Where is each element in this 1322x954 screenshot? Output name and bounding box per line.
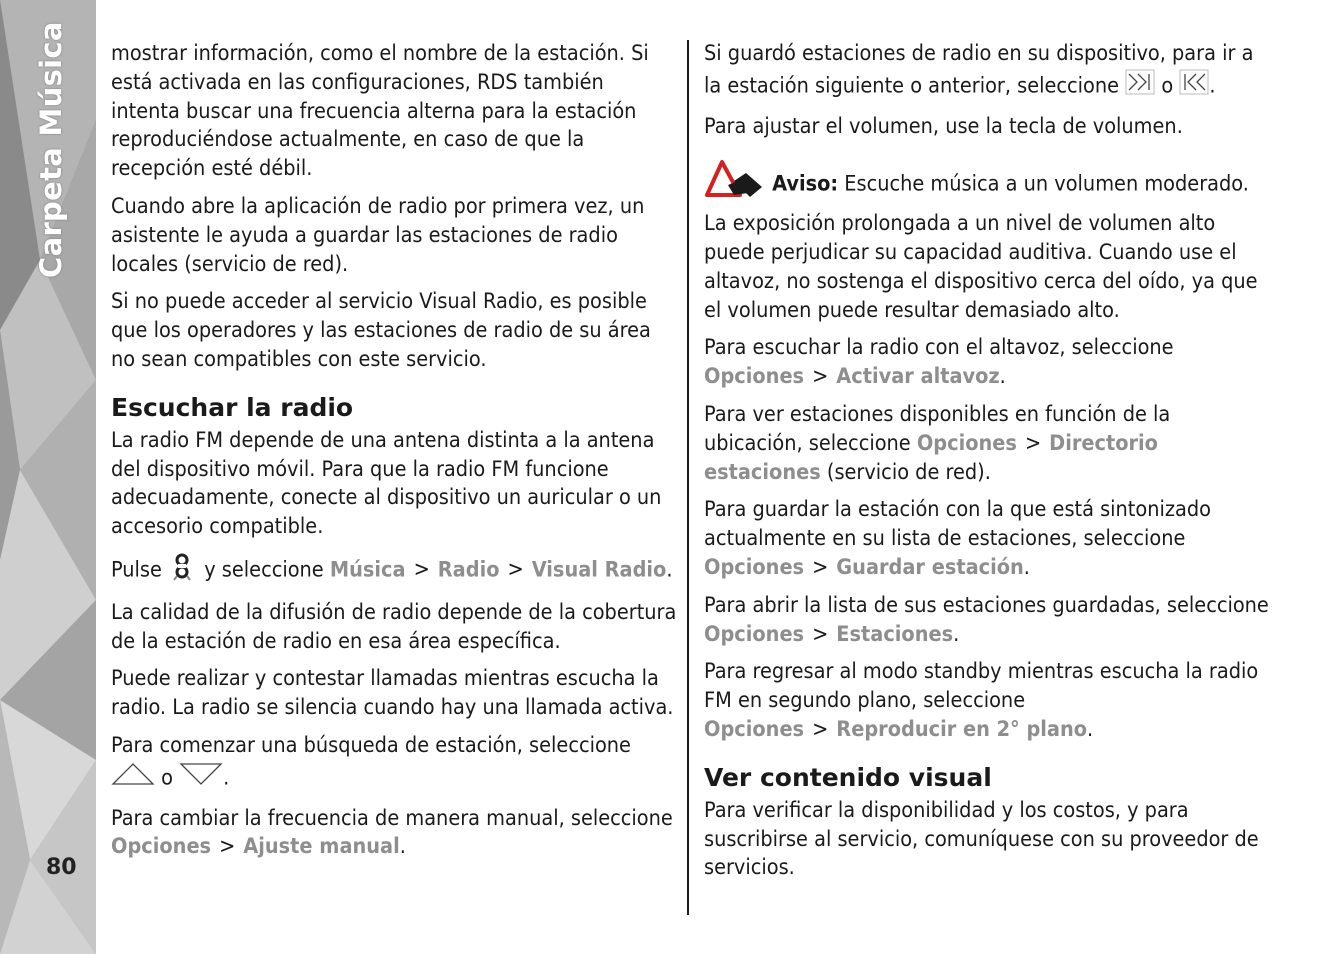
paragraph: Si guardó estaciones de radio en su dispositivo, para ir a la estación siguiente o anterior, seleccione o .	[704, 40, 1270, 104]
paragraph: Puede realizar y contestar llamadas mientras escucha la radio. La radio se silencia cuando hay una llamada activa.	[111, 666, 674, 721]
paragraph: La radio FM depende de una antena distinta a la antena del dispositivo móvil. Para que la radio FM funcione adecuadamente, conecte al dispositivo un auricular o un accesorio compatible.	[111, 427, 662, 540]
paragraph: Para abrir la lista de sus estaciones guardadas, seleccione Opciones > Estaciones.	[704, 592, 1269, 647]
paragraph: Para ajustar el volumen, use la tecla de volumen.	[704, 113, 1183, 139]
paragraph: Para comenzar una búsqueda de estación, seleccione o .	[111, 732, 677, 796]
section-heading: Ver contenido visual	[704, 762, 992, 792]
side-tab	[0, 0, 96, 954]
paragraph: Si no puede acceder al servicio Visual Radio, es posible que los operadores y las estaciones de radio de su área no sean compatibles con este servicio.	[111, 289, 651, 372]
page-number: 80	[46, 855, 77, 880]
right-column	[704, 40, 1270, 892]
menu-path-item: Radio	[437, 557, 500, 583]
menu-path-item: Música	[329, 557, 406, 583]
left-column	[111, 40, 677, 871]
paragraph: La calidad de la difusión de radio depende de la cobertura de la estación de radio en esa área específica.	[111, 599, 677, 654]
menu-path-item: Estaciones	[836, 621, 954, 647]
previous-station-icon	[1179, 69, 1209, 104]
menu-path-item: Opciones	[704, 716, 805, 742]
column-divider	[687, 40, 689, 915]
paragraph: Para guardar la estación con la que está sintonizado actualmente en su lista de estaciones, seleccione Opciones > Guardar estación.	[704, 497, 1211, 580]
menu-key-icon	[168, 551, 198, 590]
menu-path-item: Opciones	[111, 834, 212, 860]
search-up-icon	[111, 761, 155, 796]
menu-path-item: Opciones	[704, 554, 805, 580]
paragraph: Cuando abre la aplicación de radio por primera vez, un asistente le ayuda a guardar las estaciones de radio locales (servicio de red).	[111, 193, 645, 277]
menu-path-item: Visual Radio	[531, 557, 667, 583]
section-heading: Escuchar la radio	[111, 392, 354, 422]
menu-path-item: Directorio estaciones	[704, 430, 1158, 485]
warning-icon	[704, 159, 766, 210]
warning-note: Aviso: Escuche música a un volumen moderado. La exposición prolongada a un nivel de volumen alto puede perjudicar su capacidad auditiva. Cuando use el altavoz, no sostenga el dispositivo cerca del oído, ya que el volumen puede resultar demasiado alto.	[704, 159, 1270, 325]
menu-path-item: Guardar estación	[836, 554, 1024, 580]
paragraph: Para cambiar la frecuencia de manera manual, seleccione Opciones > Ajuste manual.	[111, 805, 673, 860]
section-title: Carpeta Música	[34, 21, 68, 278]
menu-path-item: Opciones	[704, 621, 805, 647]
paragraph: Pulse y seleccione Música > Radio > Visual Radio.	[111, 551, 677, 590]
search-down-icon	[179, 761, 223, 796]
paragraph: Para verificar la disponibilidad y los costos, y para suscribirse al servicio, comuníquese con su proveedor de servicios.	[704, 797, 1259, 881]
paragraph: mostrar información, como el nombre de la estación. Si está activada en las configuraciones, RDS también intenta buscar una frecuencia alterna para la estación reproduciéndose actualmente, en caso de que la recepción esté débil.	[111, 41, 649, 182]
menu-path-item: Opciones	[704, 364, 805, 390]
paragraph: Para ver estaciones disponibles en función de la ubicación, seleccione Opciones > Directorio estaciones (servicio de red).	[704, 401, 1171, 485]
menu-path-item: Opciones	[916, 430, 1017, 456]
next-station-icon	[1125, 69, 1155, 104]
menu-path-item: Activar altavoz	[836, 364, 1000, 390]
warning-label: Aviso:	[772, 171, 839, 197]
menu-path-item: Reproducir en 2° plano	[836, 716, 1088, 742]
paragraph: Para escuchar la radio con el altavoz, seleccione Opciones > Activar altavoz.	[704, 335, 1174, 390]
menu-path-item: Ajuste manual	[243, 834, 400, 860]
paragraph: Para regresar al modo standby mientras escucha la radio FM en segundo plano, seleccione Opciones > Reproducir en 2° plano.	[704, 659, 1259, 742]
